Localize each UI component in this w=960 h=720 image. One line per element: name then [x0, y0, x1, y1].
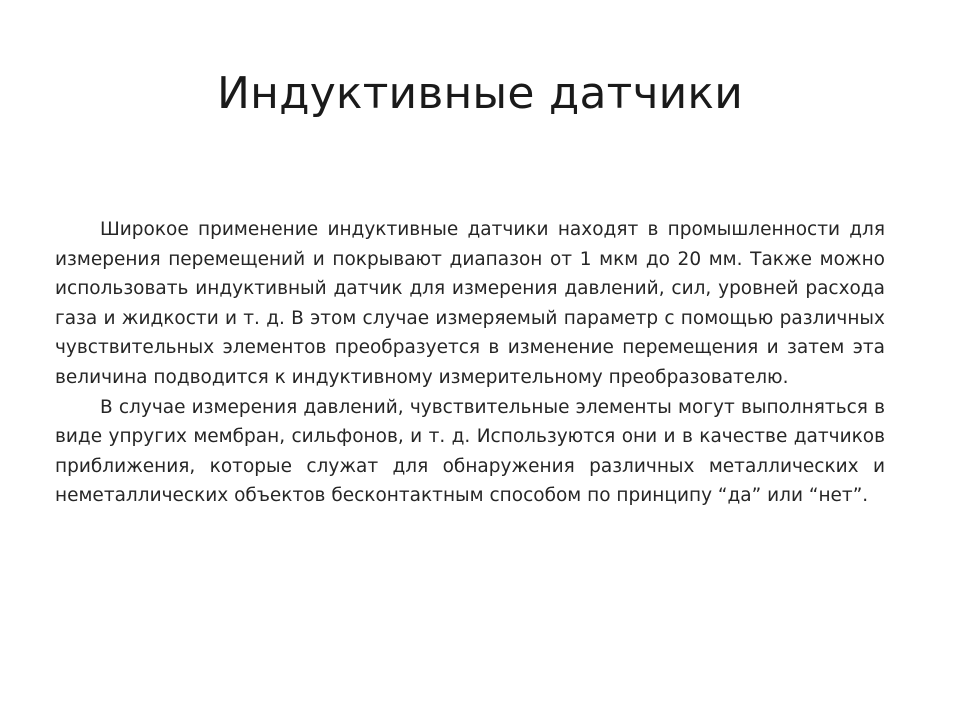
slide-title: Индуктивные датчики [216, 68, 744, 119]
slide-body [55, 215, 885, 511]
body-paragraph-2: В случае измерения давлений, чувствительные элементы могут выполняться в виде упругих мембран, сильфонов, и т. д. Используются они и в качестве датчиков приближения, которые служат для обнаружения различных металлических и неметаллических объектов бесконтактным способом по принципу “да” или “нет”. [55, 396, 885, 507]
body-paragraph-1: Широкое применение индуктивные датчики находят в промышленности для измерения перемещений и покрывают диапазон от 1 мкм до 20 мм. Также можно использовать индуктивный датчик для измерения давлений, сил, уровней расхода газа и жидкости и т. д. В этом случае измеряемый параметр с помощью различных чувствительных элементов преобразуется в изменение перемещения и затем эта величина подводится к индуктивному измерительному преобразователю. [55, 219, 885, 388]
